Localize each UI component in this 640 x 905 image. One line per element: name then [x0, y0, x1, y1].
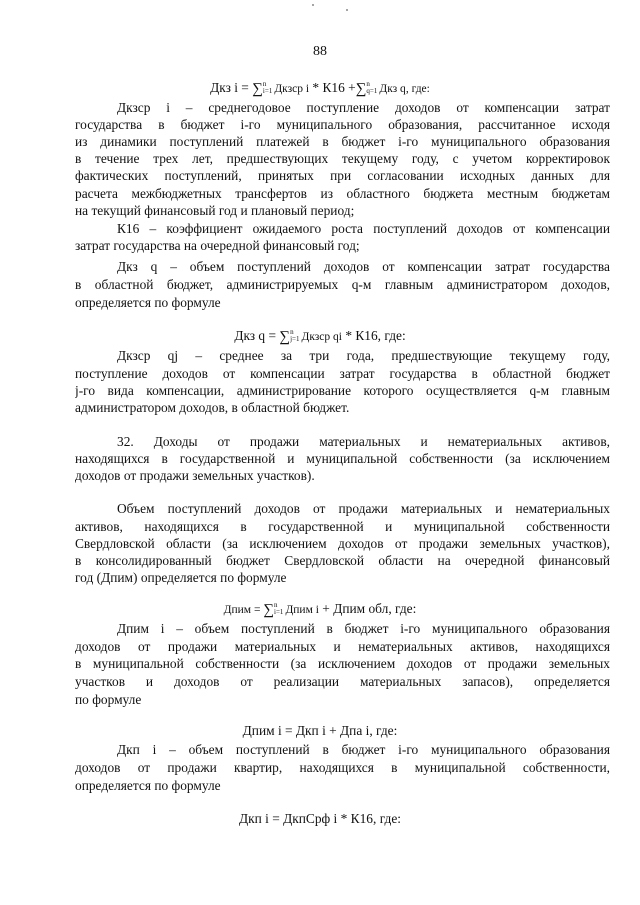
paragraph-line: определяется по формуле — [75, 295, 221, 310]
scan-speck — [312, 4, 314, 6]
paragraph-line: Дкзср qj – среднее за три года, предшествующие текущему году, — [117, 348, 610, 363]
paragraph-line: Свердловской области (за исключением доходов от продажи земельных участков), — [75, 536, 610, 551]
paragraph-line: j-го вида компенсации, администрирование которого осуществляется q-м главным — [75, 383, 610, 398]
formula-dkz-q: Дкз q = ∑ n j=1 Дкзср qi * К16, где: — [234, 327, 406, 345]
paragraph-line: находящихся в государственной и муниципальной собственности (за исключением — [75, 451, 610, 466]
paragraph-line: в консолидированный бюджет Свердловской области на очередной финансовый — [75, 553, 610, 568]
paragraph-line: определяется по формуле — [75, 778, 221, 793]
paragraph-line: в муниципальной собственности (за исключением доходов от продажи земельных — [75, 656, 610, 671]
section-heading-line: 32. Доходы от продажи материальных и нематериальных активов, — [117, 434, 610, 449]
paragraph-line: доходов от продажи квартир, находящихся в муниципальной собственности, — [75, 760, 610, 775]
paragraph-line: К16 – коэффициент ожидаемого роста поступлений доходов от компенсации — [117, 221, 610, 236]
paragraph-line: активов, находящихся в государственной и муниципальной собственности — [75, 519, 610, 534]
paragraph-line: год (Дпим) определяется по формуле — [75, 570, 287, 585]
paragraph-line: из динамики поступлений платежей в бюджет i-го муниципального образования — [75, 134, 610, 149]
formula-dpim-i: Дпим i = Дкп i + Дпа i, где: — [242, 723, 398, 738]
paragraph-line: Дкзср i – среднегодовое поступление доходов от компенсации затрат — [117, 100, 610, 115]
paragraph-line: Дкп i – объем поступлений в бюджет i-го муниципального образования — [117, 742, 610, 757]
paragraph-line: доходов от продажи земельных участков). — [75, 468, 315, 483]
paragraph-line: доходов от продажи материальных и нематериальных активов, находящихся — [75, 639, 610, 654]
paragraph-line: фактических поступлений, принятых при согласовании исходных данных для — [75, 168, 610, 183]
page-number: 88 — [313, 44, 327, 59]
paragraph-line: затрат государства на очередной финансовый год; — [75, 238, 360, 253]
paragraph-line: поступление доходов от компенсации затрат государства в областной бюджет — [75, 366, 610, 381]
paragraph-line: участков и доходов от реализации материальных запасов), определяется — [75, 674, 610, 689]
sum-symbol-icon: ∑ — [263, 602, 275, 618]
formula-dkz-i: Дкз i = ∑ n i=1 Дкзср i * К16 +∑ n q=1 Дкз q, где: — [210, 79, 430, 97]
paragraph-line: Дкз q – объем поступлений доходов от компенсации затрат государства — [117, 259, 610, 274]
paragraph-line: администратором доходов, в областной бюджет. — [75, 400, 350, 415]
paragraph-line: расчета межбюджетных трансфертов из областного бюджета местным бюджетам — [75, 186, 610, 201]
formula-dkp-i: Дкп i = ДкпСрф i * К16, где: — [238, 811, 401, 826]
paragraph-line: Объем поступлений доходов от продажи материальных и нематериальных — [117, 501, 610, 516]
paragraph-line: в течение трех лет, предшествующих текущему году, с учетом корректировок — [75, 151, 610, 166]
scan-speck — [346, 9, 348, 11]
sum-symbol-icon: ∑ — [279, 329, 291, 345]
paragraph-line: в областной бюджет, администрируемых q-м главным администратором доходов, — [75, 277, 610, 292]
paragraph-line: по формуле — [75, 692, 142, 707]
sum-symbol-icon: ∑ — [252, 81, 263, 97]
paragraph-line: Дпим i – объем поступлений в бюджет i-го муниципального образования — [117, 621, 610, 636]
paragraph-line: государства в бюджет i-го муниципального образования, рассчитанное исходя — [75, 117, 610, 132]
paragraph-line: на текущий финансовый год и плановый период; — [75, 203, 355, 218]
formula-dpim: Дпим = ∑ n i=1 Дпим i + Дпим обл, где: — [223, 600, 417, 618]
sum-symbol-icon: ∑ — [355, 81, 367, 97]
